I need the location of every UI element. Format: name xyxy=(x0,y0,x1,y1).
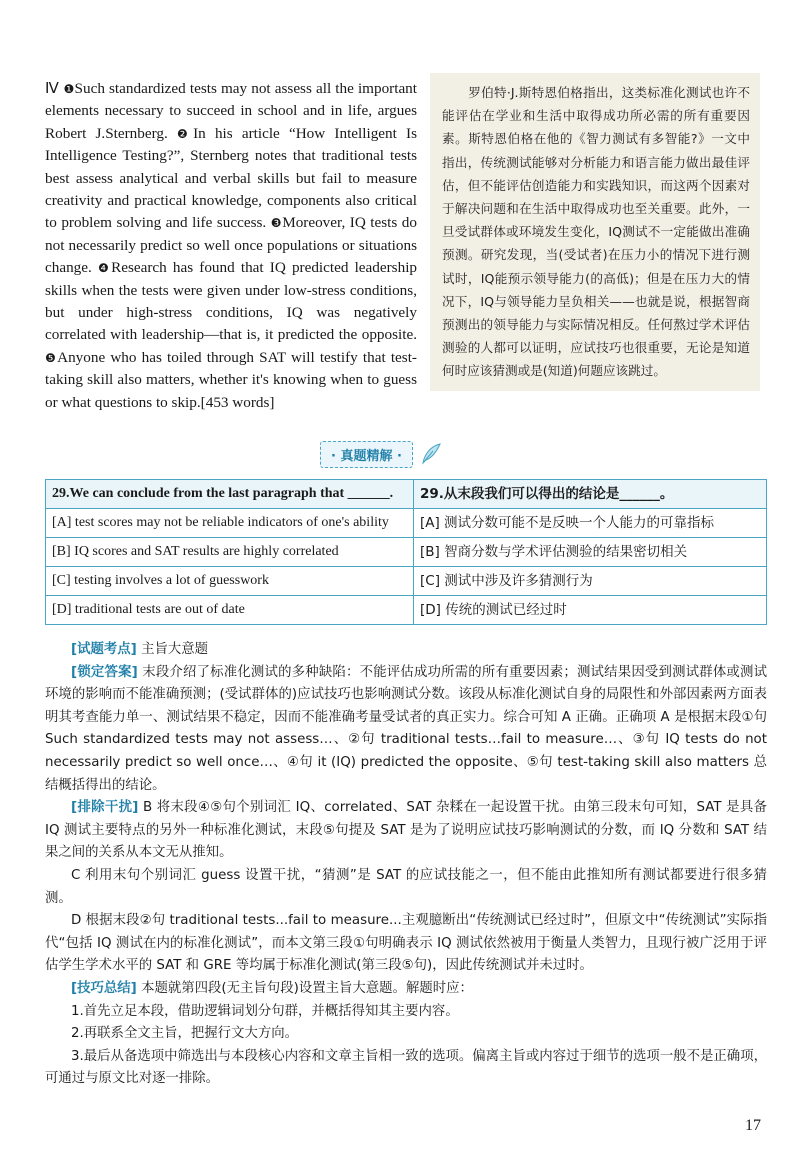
tag-topic: [试题考点] xyxy=(71,642,137,657)
option-row-c xyxy=(46,567,767,596)
page-number: 17 xyxy=(745,1117,761,1134)
tip-step-1: 1.首先立足本段，借助逻辑词划分句群，并概括得知其主要内容。 xyxy=(71,1003,459,1019)
paragraph-roman-numeral: Ⅳ xyxy=(45,80,60,97)
sentence-1: Such standardized tests may not assess all the important elements necessary to succeed in school and in life, argues Robert J.Sternberg. xyxy=(45,80,417,142)
sentence-1-marker: ❶ xyxy=(63,82,75,96)
sentence-5: Anyone who has toiled through SAT will testify that test-taking skill also matters, whether it's knowing when to guess or what questions to skip. xyxy=(45,348,417,411)
option-b-en: [B] IQ scores and SAT results are highly correlated xyxy=(46,538,414,567)
option-c-en: [C] testing involves a lot of guesswork xyxy=(46,567,414,596)
option-a-zh: [A] 测试分数可能不是反映一个人能力的可靠指标 xyxy=(414,509,767,538)
question-stem-row xyxy=(46,480,767,509)
explanation xyxy=(45,639,767,1091)
chinese-translation-box xyxy=(430,73,760,391)
tip-step-3: 3.最后从备选项中筛选出与本段核心内容和文章主旨相一致的选项。偏离主旨或内容过于细节的选项一般不是正确项，可通过与原文比对逐一排除。 xyxy=(45,1048,767,1087)
question-stem-zh: 29.从末段我们可以得出的结论是______。 xyxy=(414,480,767,509)
explanation-distractor-c: C 利用末句个别词汇 guess 设置干扰，“猜测”是 SAT 的应试技能之一，但不能由此推知所有测试都要进行很多猜测。 xyxy=(45,867,767,906)
option-a-en: [A] test scores may not be reliable indicators of one's ability xyxy=(46,509,414,538)
tip-step-2: 2.再联系全文主旨，把握行文大方向。 xyxy=(71,1026,299,1042)
option-row-d xyxy=(46,596,767,625)
translation-text: 罗伯特·J.斯特恩伯格指出，这类标准化测试也许不能评估在学业和生活中取得成功所必需的所有重要因素。斯特恩伯格在他的《智力测试有多智能?》一文中指出，传统测试能够对分析能力和语言能力做出最佳评估，但不能评估创造能力和实践知识，而这两个因素对于解决问题和在生活中取得成功也至关重要。此外，一旦受试群体或环境发生变化，IQ测试不一定能做出准确预测。研究发现，当(受试者)在压力小的情况下进行测试时，IQ能预示领导能力(的高低)；但是在压力大的情况下，IQ与领导能力呈负相关——也就是说，根据智商预测出的领导能力与实际情况相反。任何熬过学术评估测验的人都可以证明，应试技巧也很重要，无论是知道何时应该猜测或是(知道)何题应该跳过。 xyxy=(442,85,750,379)
option-row-a xyxy=(46,509,767,538)
option-d-en: [D] traditional tests are out of date xyxy=(46,596,414,625)
sentence-5-marker: ❺ xyxy=(45,350,58,365)
explanation-tips xyxy=(45,978,767,1001)
sentence-4: Research has found that IQ predicted leadership skills when the tests were given under low-stress conditions, but under high-stress conditions, IQ was negatively correlated with leadership—that is, it predicted the opposite. xyxy=(45,259,418,344)
question-stem-en: 29.We can conclude from the last paragraph that ______. xyxy=(46,480,414,509)
option-d-zh: [D] 传统的测试已经过时 xyxy=(414,596,767,625)
option-c-zh: [C] 测试中涉及许多猜测行为 xyxy=(414,567,767,596)
english-passage xyxy=(45,78,417,414)
explanation-distractor-b xyxy=(45,797,767,865)
section-banner xyxy=(320,441,443,467)
option-b-zh: [B] 智商分数与学术评估测验的结果密切相关 xyxy=(414,538,767,567)
answer-text: 末段介绍了标准化测试的多种缺陷：不能评估成功所需的所有重要因素；测试结果因受到测试群体或测试环境的影响而不能准确预测；(受试群体的)应试技巧也影响测试分数。该段从标准化测试自身的局限性和外部因素两方面表明其考查能力单一、测试结果不稳定，因而不能准确考量受试者的真正实力。综合可知 A 正确。正确项 A 是根据末段①句 Such standardized tests may not assess…、②句 traditional tests…fail to measure…、③句 IQ tests do not necessarily predict so well once…、④句 it (IQ) predicted the opposite、⑤句 test-taking skill also matters 总结概括得出的结论。 xyxy=(45,664,767,793)
distractor-b-text: B 将末段④⑤句个别词汇 IQ、correlated、SAT 杂糅在一起设置干扰。由第三段末句可知，SAT 是具备 IQ 测试主要特点的另外一种标准化测试，末段⑤句提及 SAT 是为了说明应试技巧影响测试的分数，而 IQ 分数和 SAT 结果之间的关系从本文无从推知。 xyxy=(45,800,767,861)
sentence-2-marker: ❷ xyxy=(176,126,194,141)
sentence-4-marker: ❹ xyxy=(97,261,112,276)
explanation-answer xyxy=(45,662,767,798)
option-row-b xyxy=(46,538,767,567)
explanation-topic xyxy=(45,639,767,662)
quill-icon xyxy=(419,442,443,466)
explanation-distractor-d: D 根据末段②句 traditional tests...fail to measure...主观臆断出“传统测试已经过时”，但原文中“传统测试”实际指代“包括 IQ 测试在内的标准化测试”，而本文第三段①句明确表示 IQ 测试依然被用于衡量人类智力，且现行被广泛用于评估学生学术水平的 SAT 和 GRE 等均属于标准化测试(第三段⑤句)，因此传统测试并未过时。 xyxy=(45,913,767,974)
question-table xyxy=(45,479,767,625)
topic-text: 主旨大意题 xyxy=(136,642,209,657)
tag-distractors: [排除干扰] xyxy=(71,800,139,816)
sentence-3: Moreover, IQ tests do not necessarily predict so well once populations or situations change. xyxy=(45,214,417,277)
tips-text: 本题就第四段(无主旨句段)设置主旨大意题。解题时应： xyxy=(136,980,473,996)
tag-answer: [锁定答案] xyxy=(71,664,138,680)
sentence-2: In his article “How Intelligent Is Intelligence Testing?”, Sternberg notes that traditional tests best assess analytical and verbal skills but fail to measure creativity and practical knowledge, components also critical to problem solving and life success. xyxy=(45,124,417,232)
tag-tips: [技巧总结] xyxy=(71,980,137,996)
word-count: [453 words] xyxy=(200,393,275,411)
banner-label: · 真题精解 · xyxy=(320,441,413,468)
sentence-3-marker: ❸ xyxy=(270,216,283,231)
